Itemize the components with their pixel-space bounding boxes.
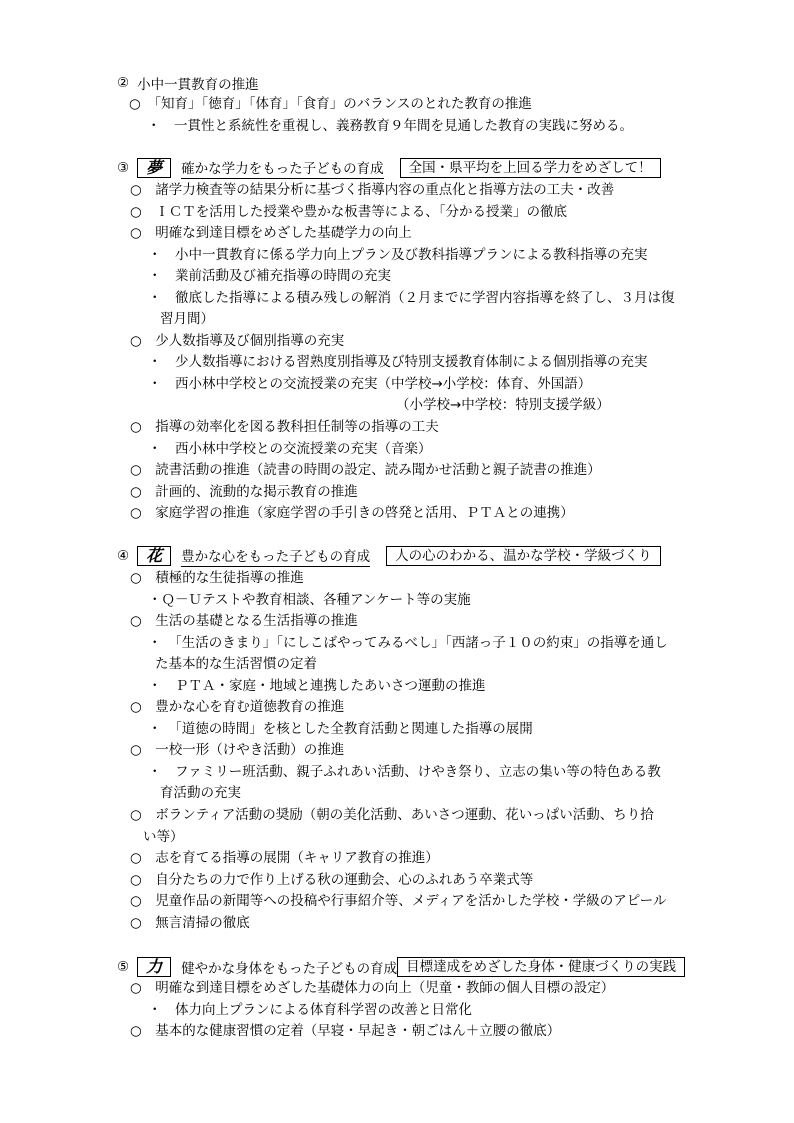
section-5-kanji-badge: 力 bbox=[137, 957, 171, 977]
list-item: ○ 「知育」「徳育」「体育」「食育」のバランスのとれた教育の推進 bbox=[129, 96, 532, 112]
list-item: ○ ＩＣＴを活用した授業や豊かな板書等による、「分かる授業」の徹底 bbox=[130, 204, 568, 220]
list-item: ○ 無言清掃の徹底 bbox=[130, 915, 250, 931]
list-item: ・ ＰＴＡ・家庭・地域と連携したあいさつ運動の推進 bbox=[148, 678, 486, 694]
list-item: ○ 家庭学習の推進（家庭学習の手引きの啓発と活用、ＰＴＡとの連携） bbox=[130, 505, 574, 521]
section-5-slogan: 目標達成をめざした身体・健康づくりの実践 bbox=[397, 957, 685, 977]
section-4-slogan: 人の心のわかる、温かな学校・学級づくり bbox=[386, 546, 661, 566]
list-item: ○ 自分たちの力で作り上げる秋の運動会、心のふれあう卒業式等 bbox=[130, 872, 534, 888]
section-5-title: 健やかな身体をもった子どもの育成 bbox=[181, 961, 398, 977]
list-item: ・Ｑ－Ｕテストや教育相談、各種アンケート等の実施 bbox=[148, 592, 471, 608]
list-item: ○ 一校一形（けやき活動）の推進 bbox=[130, 742, 345, 758]
list-item-continuation: 育活動の充実 bbox=[160, 785, 241, 801]
list-item: ○ 少人数指導及び個別指導の充実 bbox=[130, 333, 345, 349]
section-4-kanji-badge: 花 bbox=[137, 546, 171, 566]
section-4-number: ④ bbox=[117, 548, 130, 564]
section-3-kanji-badge: 夢 bbox=[137, 158, 171, 178]
section-2-number: ② bbox=[117, 75, 130, 91]
list-item: ○ 豊かな心を育む道徳教育の推進 bbox=[130, 699, 345, 715]
list-item: ○ 児童作品の新聞等への投稿や行事紹介等、メディアを活かした学校・学級のアピール bbox=[130, 893, 667, 909]
list-item: ・ 小中一貫教育に係る学力向上プラン及び教科指導プランによる教科指導の充実 bbox=[148, 247, 648, 263]
list-item-continuation: 習月間） bbox=[160, 311, 214, 327]
list-item: ○ 指導の効率化を図る教科担任制等の指導の工夫 bbox=[130, 419, 439, 435]
list-item: ○ 積極的な生徒指導の推進 bbox=[130, 570, 304, 586]
section-5-number: ⑤ bbox=[117, 959, 130, 975]
list-item: ○ 基本的な健康習慣の定着（早寝・早起き・朝ごはん＋立腰の徹底） bbox=[130, 1023, 561, 1039]
list-item: ○ 明確な到達目標をめざした基礎体力の向上（児童・教師の個人目標の設定） bbox=[130, 980, 615, 996]
list-item: ○ ボランティア活動の奨励（朝の美化活動、あいさつ運動、花いっぱい活動、ちり拾 bbox=[130, 807, 654, 823]
list-item: ・ 業前活動及び補充指導の時間の充実 bbox=[148, 268, 391, 284]
section-4-title: 豊かな心をもった子どもの育成 bbox=[181, 545, 370, 567]
list-item-continuation: い等） bbox=[143, 829, 184, 845]
list-item: ○ 明確な到達目標をめざした基礎学力の向上 bbox=[130, 225, 412, 241]
section-4-heading bbox=[117, 545, 661, 567]
list-item: ○ 読書活動の推進（読書の時間の設定、読み聞かせ活動と親子読書の推進） bbox=[130, 462, 601, 478]
list-item: ・ ファミリー班活動、親子ふれあい活動、けやき祭り、立志の集い等の特色ある教 bbox=[148, 764, 661, 780]
list-item: ・ 徹底した指導による積み残しの解消（２月までに学習内容指導を終了し、３月は復 bbox=[148, 290, 675, 306]
list-item: ・ 西小林中学校との交流授業の充実（中学校→小学校：体育、外国語） bbox=[148, 376, 592, 392]
list-item: ・ 体力向上プランによる体育科学習の改善と日常化 bbox=[148, 1002, 472, 1018]
list-item: ○ 諸学力検査等の結果分析に基づく指導内容の重点化と指導方法の工夫・改善 bbox=[130, 182, 615, 198]
section-3-number: ③ bbox=[117, 160, 130, 176]
list-item: ・ 「道徳の時間」を核とした全教育活動と関連した指導の展開 bbox=[148, 721, 533, 737]
list-item: ・ 西小林中学校との交流授業の充実（音楽） bbox=[148, 441, 432, 457]
section-2-title: 小中一貫教育の推進 bbox=[137, 77, 259, 93]
list-item: ・ 「生活のきまり」「にしこばやってみるべし」「西諸っ子１０の約束」の指導を通し bbox=[148, 635, 668, 651]
list-item-continuation: た基本的な生活習慣の定着 bbox=[155, 656, 317, 672]
list-item: ○ 生活の基礎となる生活指導の推進 bbox=[130, 613, 358, 629]
list-item: ・ 一貫性と系統性を重視し、義務教育９年間を見通した教育の実践に努める。 bbox=[147, 118, 633, 134]
section-2-heading bbox=[117, 72, 259, 94]
section-5-heading bbox=[117, 956, 685, 978]
list-item-continuation: （小学校→中学校：特別支援学級） bbox=[396, 397, 610, 413]
list-item: ○ 計画的、流動的な掲示教育の推進 bbox=[130, 484, 358, 500]
list-item: ○ 志を育てる指導の展開（キャリア教育の推進） bbox=[130, 850, 439, 866]
list-item: ・ 少人数指導における習熟度別指導及び特別支援教育体制による個別指導の充実 bbox=[148, 354, 648, 370]
section-3-title: 確かな学力をもった子どもの育成 bbox=[181, 157, 384, 179]
section-3-heading bbox=[117, 157, 661, 179]
section-3-slogan: 全国・県平均を上回る学力をめざして！ bbox=[400, 158, 661, 178]
